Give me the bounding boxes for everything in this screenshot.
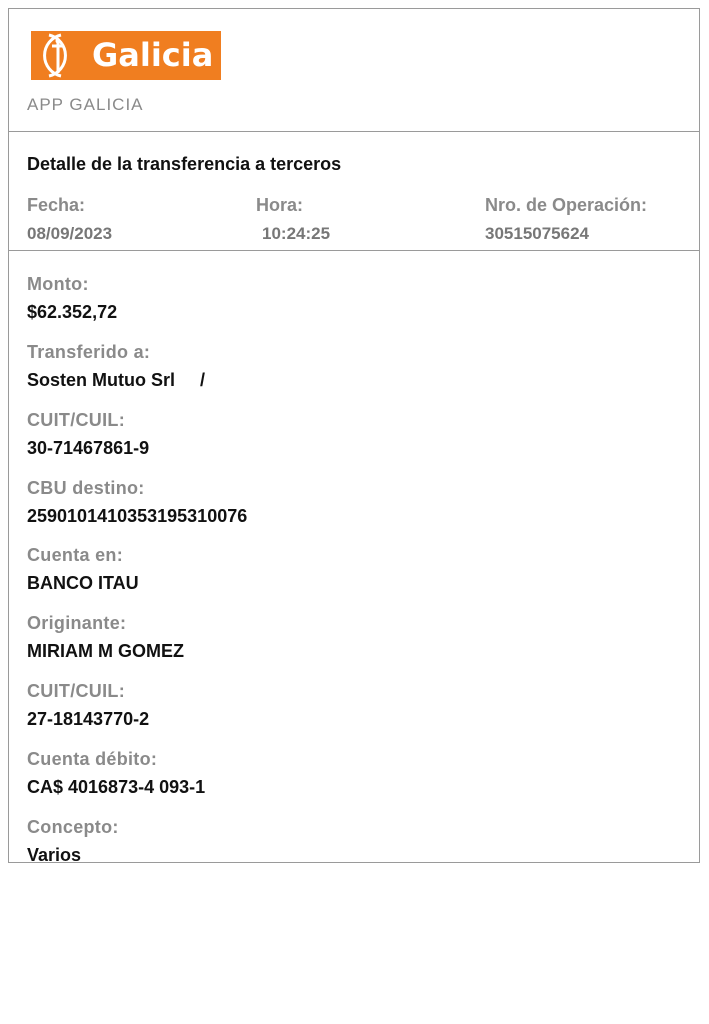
hora-value: 10:24:25	[262, 224, 331, 243]
field-value: 30-71467861-9	[27, 438, 150, 458]
field-cuenta-debito	[27, 748, 205, 798]
transfer-summary	[9, 132, 699, 251]
field-value: CA$ 4016873-4 093-1	[27, 777, 206, 797]
field-originante	[27, 612, 184, 662]
operacion-value: 30515075624	[485, 224, 590, 243]
field-label: CUIT/CUIL:	[27, 410, 125, 430]
field-cuit-originante	[27, 680, 149, 730]
field-monto	[27, 273, 117, 323]
field-value: 2590101410353195310076	[27, 506, 248, 526]
page-title: Detalle de la transferencia a terceros	[27, 154, 342, 174]
field-value: Sosten Mutuo Srl /	[27, 370, 206, 390]
logo-text: Galicia	[92, 36, 214, 74]
field-label: CUIT/CUIL:	[27, 681, 125, 701]
field-value: 27-18143770-2	[27, 709, 150, 729]
field-label: Transferido a:	[27, 342, 151, 362]
fecha-label: Fecha:	[27, 195, 86, 215]
operacion-label: Nro. de Operación:	[485, 195, 648, 215]
app-name: APP GALICIA	[27, 95, 144, 114]
field-label: Monto:	[27, 274, 89, 294]
field-concepto	[27, 816, 119, 866]
field-label: Cuenta débito:	[27, 749, 158, 769]
field-value: Varios	[27, 845, 82, 865]
field-label: Cuenta en:	[27, 545, 124, 565]
field-cuenta-en	[27, 544, 139, 594]
galicia-logo	[31, 31, 221, 80]
field-cuit-destino	[27, 409, 149, 459]
field-label: CBU destino:	[27, 478, 145, 498]
field-value: MIRIAM M GOMEZ	[27, 641, 184, 661]
hora-label: Hora:	[256, 195, 304, 215]
field-transferido-a	[27, 341, 205, 391]
receipt-header	[9, 9, 699, 132]
fecha-value: 08/09/2023	[27, 224, 113, 243]
field-value: BANCO ITAU	[27, 573, 139, 593]
transfer-receipt	[8, 8, 700, 863]
field-label: Concepto:	[27, 817, 119, 837]
field-label: Originante:	[27, 613, 127, 633]
galicia-cross-icon	[31, 31, 85, 80]
field-cbu-destino	[27, 477, 247, 527]
field-value: $62.352,72	[27, 302, 118, 322]
